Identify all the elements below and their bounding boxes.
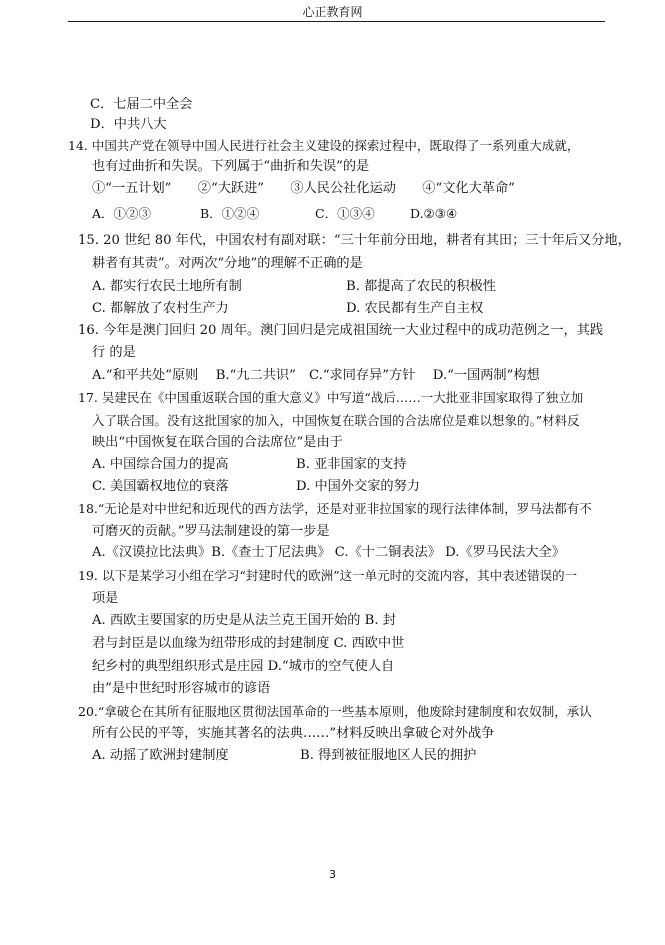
q19-body-line-4: 由”是中世纪时形容城市的谚语 — [92, 681, 271, 696]
q16-options: A.“和平共处”原则 B.“九二共识” C.“求同存异”方针 D.“一国两制”构想 — [92, 368, 540, 383]
page-number: 3 — [329, 868, 336, 881]
q17-stem-line-2: 入了联合国。没有这批国家的加入，中国恢复在联合国的合法席位是难以想象的。”材料反 — [92, 413, 580, 428]
q14-stem-line-1: 14. 中国共产党在领导中国人民进行社会主义建设的探索过程中，既取得了一系列重大成就， — [68, 138, 580, 153]
q16-stem-line-2: 行 的是 — [92, 345, 136, 360]
q20-stem-line-2: 所有公民的平等，实施其著名的法典……”材料反映出拿破仑对外战争 — [92, 726, 495, 741]
q17-stem-line-3: 映出“中国恢复在联合国的合法席位”是由于 — [92, 435, 343, 450]
q19-body-line-1: A. 西欧主要国家的历史是从法兰克王国开始的 B. 封 — [92, 613, 396, 628]
q17-stem-line-1: 17. 吴建民在《中国重返联合国的重大意义》中写道“战后……一大批亚非国家取得了独立加 — [78, 390, 584, 405]
q17-option-a: A. 中国综合国力的提高 — [92, 457, 229, 472]
q14-option-b: B．①②④ — [200, 206, 260, 221]
q16-stem-line-1: 16. 今年是澳门回归 20 周年。澳门回归是完成祖国统一大业过程中的成功范例之一，其践 — [78, 323, 604, 338]
q17-option-d: D. 中国外交家的努力 — [296, 479, 420, 494]
q18-options: A.《汉谟拉比法典》B.《查士丁尼法典》 C.《十二铜表法》 D.《罗马民法大全》 — [92, 545, 565, 560]
q15-stem-line-2: 耕者有其责”。对两次“分地”的理解不正确的是 — [92, 256, 363, 271]
q20-option-b: B. 得到被征服地区人民的拥护 — [300, 748, 477, 763]
q15-stem-line-1: 15. 20 世纪 80 年代，中国农村有副对联：“三十年前分田地，耕者有其田；三十年后又分地， — [78, 233, 631, 248]
header-title: 心正教育网 — [302, 5, 363, 19]
q18-stem-line-2: 可磨灭的贡献。”罗马法制建设的第一步是 — [92, 524, 330, 539]
q13-option-c: C．七届二中全会 — [90, 97, 193, 112]
header-divider — [68, 21, 605, 22]
q13-option-d: D．中共八大 — [90, 117, 167, 132]
q18-stem-line-1: 18.“无论是对中世纪和近现代的西方法学，还是对亚非拉国家的现行法律体制，罗马法都有不 — [78, 501, 592, 516]
q17-option-c: C. 美国霸权地位的衰落 — [92, 479, 229, 494]
q14-option-a: A．①②③ — [92, 206, 152, 221]
q15-option-a: A. 都实行农民土地所有制 — [92, 279, 242, 294]
q14-option-d: D.②③④ — [410, 206, 458, 221]
q20-stem-line-1: 20.“拿破仑在其所有征服地区贯彻法国革命的一些基本原则，他废除封建制度和农奴制，承认 — [78, 704, 592, 719]
q14-option-c: C．①③④ — [315, 206, 375, 221]
q15-option-c: C. 都解放了农村生产力 — [92, 301, 229, 316]
q14-items: ①“一五计划” ②“大跃进” ③人民公社化运动 ④“文化大革命” — [92, 181, 515, 196]
q15-option-d: D. 农民都有生产自主权 — [346, 301, 484, 316]
q17-option-b: B. 亚非国家的支持 — [296, 457, 407, 472]
q19-body-line-2: 君与封臣是以血缘为纽带形成的封建制度 C. 西欧中世 — [92, 636, 405, 651]
q20-option-a: A. 动摇了欧洲封建制度 — [92, 748, 229, 763]
q15-option-b: B. 都提高了农民的积极性 — [346, 279, 496, 294]
q19-body-line-3: 纪乡村的典型组织形式是庄园 D.“城市的空气使人自 — [92, 659, 395, 674]
q19-stem-line-1: 19. 以下是某学习小组在学习“封建时代的欧洲”这一单元时的交流内容，其中表述错误的一 — [78, 568, 578, 583]
q19-stem-line-2: 项是 — [92, 591, 119, 606]
q14-stem-line-2: 也有过曲折和失误。下列属于“曲折和失误”的是 — [92, 159, 370, 174]
